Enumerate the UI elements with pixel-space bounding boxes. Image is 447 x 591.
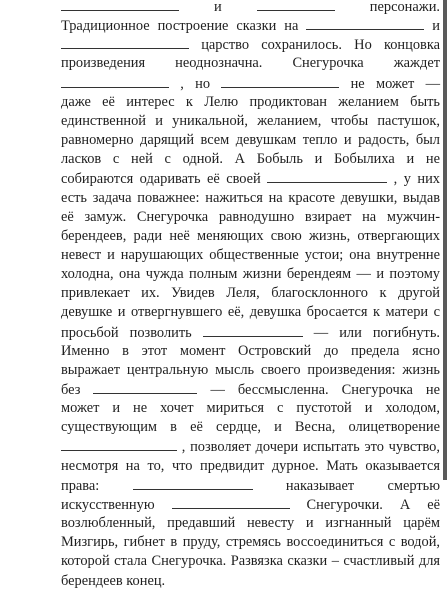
text-segment: выражает центральную мысль своего произведения: жизнь <box>61 361 440 378</box>
text-segment: и <box>214 0 222 15</box>
text-line <box>61 245 440 265</box>
text-line <box>61 341 440 361</box>
text-line <box>61 456 440 476</box>
fill-in-blank[interactable] <box>93 379 197 394</box>
text-line <box>61 226 440 246</box>
text-line <box>61 53 440 73</box>
text-segment: — или погибнуть. <box>313 324 441 341</box>
text-segment: существующим в её сердце, и Весна, олицетворение <box>61 419 440 436</box>
text-segment: Традиционное построение сказки на <box>61 18 299 35</box>
text-line <box>61 475 440 495</box>
text-segment: без <box>61 382 81 398</box>
text-segment: девушке и отвергнувшего её, девушка бросается к матери с <box>61 304 440 321</box>
text-segment: берендеев конец. <box>61 572 166 589</box>
text-line <box>61 398 440 418</box>
text-segment: холодна, она чужда полным жизни берендеям — и поэтому <box>61 266 440 283</box>
text-line <box>61 494 440 514</box>
text-line <box>61 92 440 112</box>
text-line <box>61 513 440 533</box>
fill-in-blank[interactable] <box>61 436 177 451</box>
fill-in-blank[interactable] <box>267 168 387 183</box>
text-line <box>61 302 440 322</box>
fill-in-blank[interactable] <box>61 34 189 49</box>
text-line <box>61 283 440 303</box>
fill-in-blank[interactable] <box>203 322 303 337</box>
page-edge-bar <box>443 0 447 480</box>
text-segment: есть задача поважнее: нажиться на красоте девушки, выдав <box>61 189 440 206</box>
text-line <box>61 15 440 35</box>
text-segment: искусственную <box>61 496 155 513</box>
text-line <box>61 436 440 456</box>
text-line <box>61 130 440 150</box>
text-line <box>61 73 440 93</box>
text-line <box>61 34 440 54</box>
text-segment: которой стала Снегурочка. Развязка сказки – счастливый для <box>61 553 440 570</box>
text-segment: , у них <box>393 171 440 188</box>
fill-in-blank[interactable] <box>61 0 179 11</box>
text-line <box>61 111 440 131</box>
text-line <box>61 417 440 437</box>
text-line <box>61 149 440 169</box>
text-line <box>61 532 440 552</box>
text-line <box>61 322 440 342</box>
text-segment: просьбой позволить <box>61 324 192 341</box>
text-line <box>61 379 440 399</box>
text-segment: невест и нарушающих общественные устои; она внутренне <box>61 246 440 263</box>
text-segment: , но <box>180 75 211 92</box>
fill-in-blank[interactable] <box>257 0 335 11</box>
text-segment: и <box>432 18 440 35</box>
text-segment: несмотря на то, что предвидит дурное. Мать оказывается <box>61 457 440 474</box>
text-segment: может и не хочет мириться с пустотой и холодом, <box>61 400 440 417</box>
text-segment: наказывает смертью <box>285 477 440 494</box>
text-segment: права: <box>61 477 100 494</box>
text-segment: возлюбленный, предавший невесту и изгнанный царём <box>61 515 440 532</box>
text-segment: Мизгирь, гибнет в пруду, стремясь воссоединиться с водой, <box>61 534 440 551</box>
text-segment: равномерно дарящий всем девушкам тепло и радость, был <box>61 132 440 149</box>
text-segment: царство сохранилось. Но концовка <box>201 37 440 54</box>
text-segment: , позволяет дочери испытать это чувство, <box>181 439 440 456</box>
text-line <box>61 168 440 188</box>
text-segment: единственной и уникальной, желанием, чтобы пастушок, <box>61 112 440 129</box>
text-segment: её замуж. Снегурочка равнодушно взирает на мужчин- <box>61 208 440 225</box>
fill-in-blank[interactable] <box>306 15 424 30</box>
text-segment: берендеев, ради неё меняющих свою жизнь, отвергающих <box>61 227 440 244</box>
fill-in-blank[interactable] <box>221 73 339 88</box>
text-segment: ласков с ней с одной. А Бобыль и Бобылиха и не <box>61 151 440 168</box>
text-line <box>61 188 440 208</box>
text-line <box>61 207 440 227</box>
text-segment: даже её интерес к Лелю продиктован желанием быть <box>61 93 440 110</box>
text-line <box>61 264 440 284</box>
text-segment: привлекает их. Увидев Леля, благосклонного к другой <box>61 285 440 302</box>
text-line <box>61 551 440 571</box>
text-line <box>61 0 440 16</box>
fill-in-blank[interactable] <box>61 73 169 88</box>
text-segment: произведения неоднозначна. Снегурочка жаждет <box>61 55 440 72</box>
text-segment: Снегурочки. А её <box>306 496 440 513</box>
text-segment: персонажи. <box>369 0 440 15</box>
text-segment: — бессмысленна. Снегурочка не <box>210 382 440 398</box>
text-line <box>61 360 440 380</box>
fill-in-blank[interactable] <box>172 494 290 509</box>
text-segment: Именно в этот момент Островский до предела ясно <box>61 342 440 359</box>
text-segment: собираются одаривать её своей <box>61 171 261 188</box>
text-line <box>61 571 440 591</box>
text-segment: не может — <box>350 75 440 92</box>
fill-in-blank[interactable] <box>133 475 253 490</box>
